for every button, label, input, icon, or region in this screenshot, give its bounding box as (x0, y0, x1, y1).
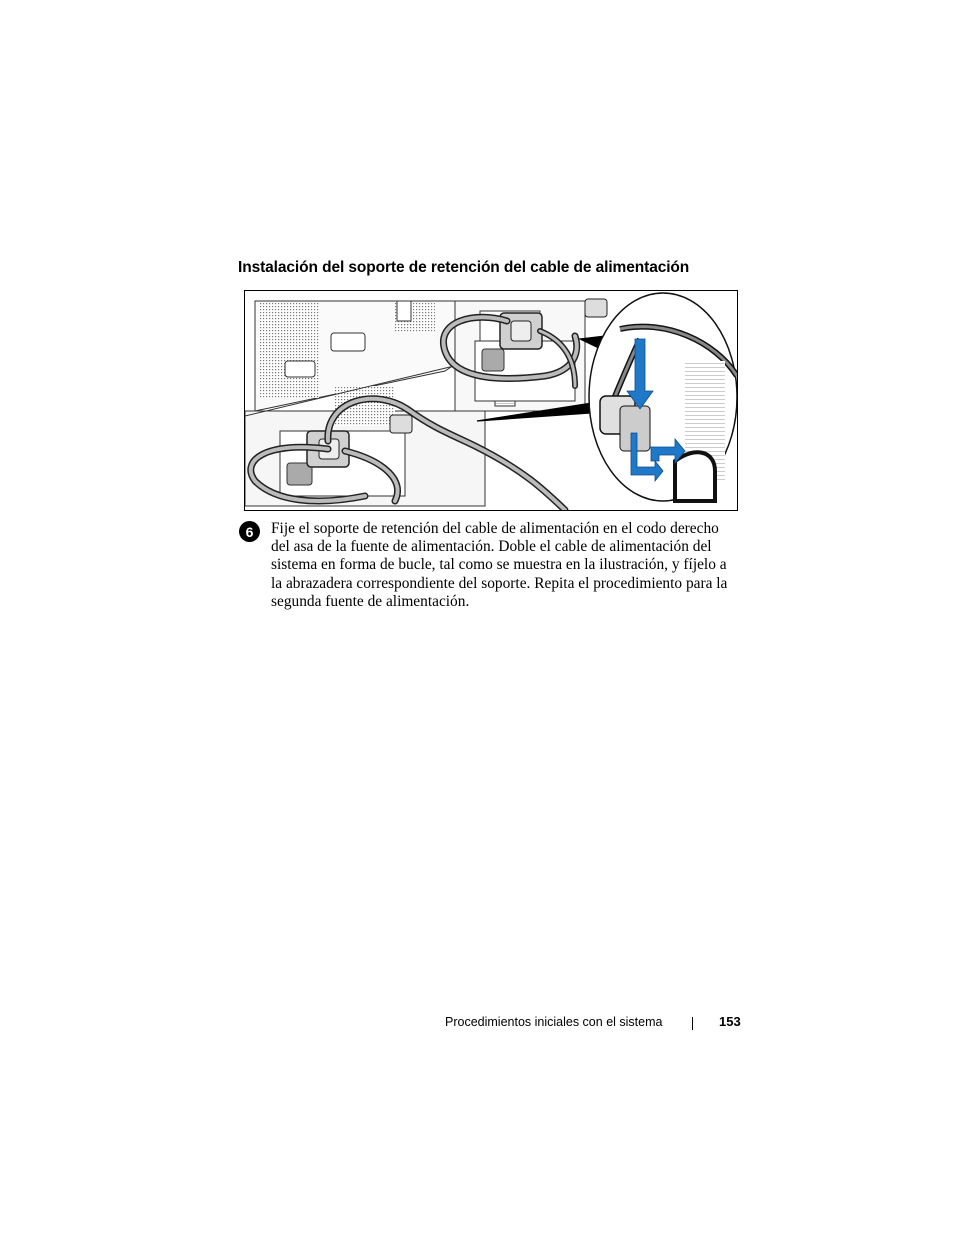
power-cable-retention-illustration (244, 290, 738, 511)
step-number-badge: 6 (239, 521, 260, 542)
footer-separator (692, 1017, 693, 1030)
step-instruction-text: Fije el soporte de retención del cable de alimentación en el codo derecho del asa de la fuente de alimentación. Doble el cable de alimentación del sistema en forma de bucle, tal como se muestra en la ilustración, y fíjelo a la abrazadera correspondiente del soporte. Repita el procedimiento para la segunda fuente de alimentación. (271, 520, 728, 610)
retention-bracket-detail (589, 293, 737, 501)
page-number: 153 (719, 1014, 741, 1029)
section-heading: Instalación del soporte de retención del cable de alimentación (238, 259, 690, 276)
footer-chapter-title: Procedimientos iniciales con el sistema (445, 1015, 663, 1029)
